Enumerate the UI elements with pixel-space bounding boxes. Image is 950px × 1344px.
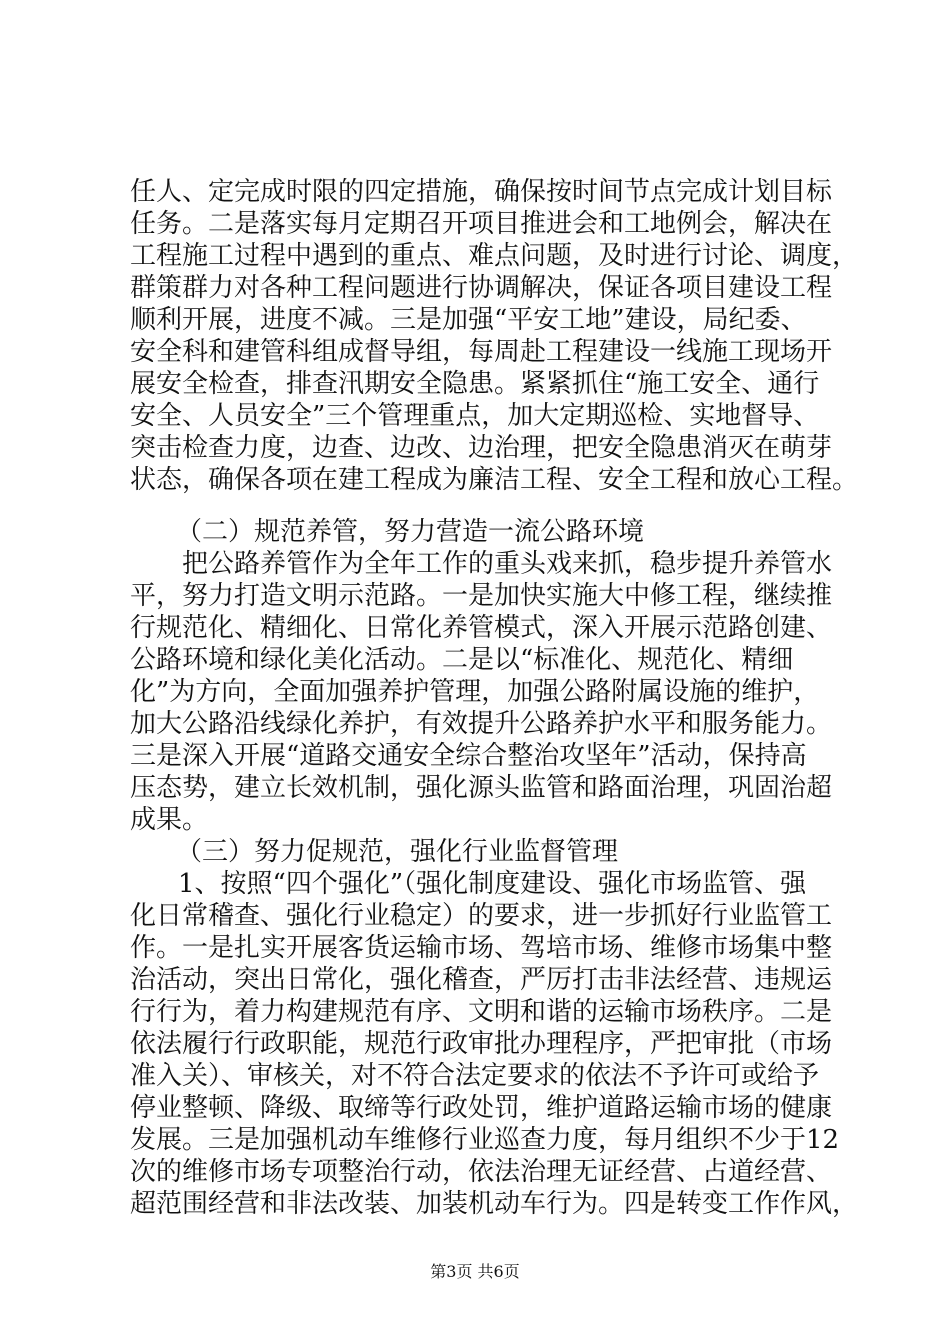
- paragraph-3-line: 行行为，着力构建规范有序、文明和谐的运输市场秩序。二是: [130, 997, 833, 1027]
- paragraph-3-line: 化日常稽查、强化行业稳定）的要求，进一步抓好行业监管工: [130, 901, 833, 931]
- paragraph-1-line: 展安全检查，排查汛期安全隐患。紧紧抓住“施工安全、通行: [130, 369, 820, 399]
- paragraph-2-line: 把公路养管作为全年工作的重头戏来抓，稳步提升养管水: [182, 549, 833, 579]
- paragraph-3-line: 治活动，突出日常化，强化稽查，严厉打击非法经营、违规运: [130, 965, 833, 995]
- page-number-footer: 第3页 共6页: [430, 1262, 520, 1281]
- paragraph-1-line: 工程施工过程中遇到的重点、难点问题，及时进行讨论、调度，: [130, 241, 859, 271]
- paragraph-2-line: 加大公路沿线绿化养护，有效提升公路养护水平和服务能力。: [130, 709, 833, 739]
- paragraph-2-line: 行规范化、精细化、日常化养管模式，深入开展示范路创建、: [130, 613, 833, 643]
- paragraph-1-line: 状态，确保各项在建工程成为廉洁工程、安全工程和放心工程。: [130, 465, 859, 495]
- paragraph-2-line: 成果。: [130, 805, 209, 835]
- paragraph-1-line: 顺利开展，进度不减。三是加强“平安工地”建设，局纪委、: [130, 305, 807, 335]
- paragraph-2-line: 压态势，建立长效机制，强化源头监管和路面治理，巩固治超: [130, 773, 833, 803]
- paragraph-1-line: 安全、人员安全”三个管理重点，加大定期巡检、实地督导、: [130, 401, 820, 431]
- paragraph-1-line: 任务。二是落实每月定期召开项目推进会和工地例会，解决在: [130, 209, 833, 239]
- paragraph-1-line: 突击检查力度，边查、边改、边治理，把安全隐患消灭在萌芽: [130, 433, 833, 463]
- paragraph-2-line: 平，努力打造文明示范路。一是加快实施大中修工程，继续推: [130, 581, 833, 611]
- paragraph-1-line: 任人、定完成时限的四定措施，确保按时间节点完成计划目标: [130, 177, 833, 207]
- paragraph-3-line: 准入关）、审核关，对不符合法定要求的依法不予许可或给予: [130, 1061, 820, 1091]
- paragraph-3-line: 次的维修市场专项整治行动，依法治理无证经营、占道经营、: [130, 1157, 833, 1187]
- paragraph-3-line: 超范围经营和非法改装、加装机动车行为。四是转变工作作风，: [130, 1189, 859, 1219]
- paragraph-2-line: 化”为方向，全面加强养护管理，加强公路附属设施的维护，: [130, 677, 820, 707]
- paragraph-2-line: 公路环境和绿化美化活动。二是以“标准化、规范化、精细: [130, 645, 794, 675]
- paragraph-3-line: 发展。三是加强机动车维修行业巡查力度，每月组织不少于12: [130, 1125, 840, 1155]
- paragraph-2-line: 三是深入开展“道路交通安全综合整治攻坚年”活动，保持高: [130, 741, 807, 771]
- section-heading-3: （三）努力促规范，强化行业监督管理: [176, 837, 619, 867]
- paragraph-3-line: 停业整顿、降级、取缔等行政处罚，维护道路运输市场的健康: [130, 1093, 833, 1123]
- paragraph-3-line: 依法履行行政职能，规范行政审批办理程序，严把审批（市场: [130, 1029, 833, 1059]
- section-heading-2: （二）规范养管，努力营造一流公路环境: [176, 517, 645, 547]
- paragraph-1-line: 群策群力对各种工程问题进行协调解决，保证各项目建设工程: [130, 273, 833, 303]
- paragraph-1-line: 安全科和建管科组成督导组，每周赴工程建设一线施工现场开: [130, 337, 833, 367]
- paragraph-3-line: 1、按照“四个强化”（强化制度建设、强化市场监管、强: [178, 869, 807, 899]
- paragraph-3-line: 作。一是扎实开展客货运输市场、驾培市场、维修市场集中整: [130, 933, 833, 963]
